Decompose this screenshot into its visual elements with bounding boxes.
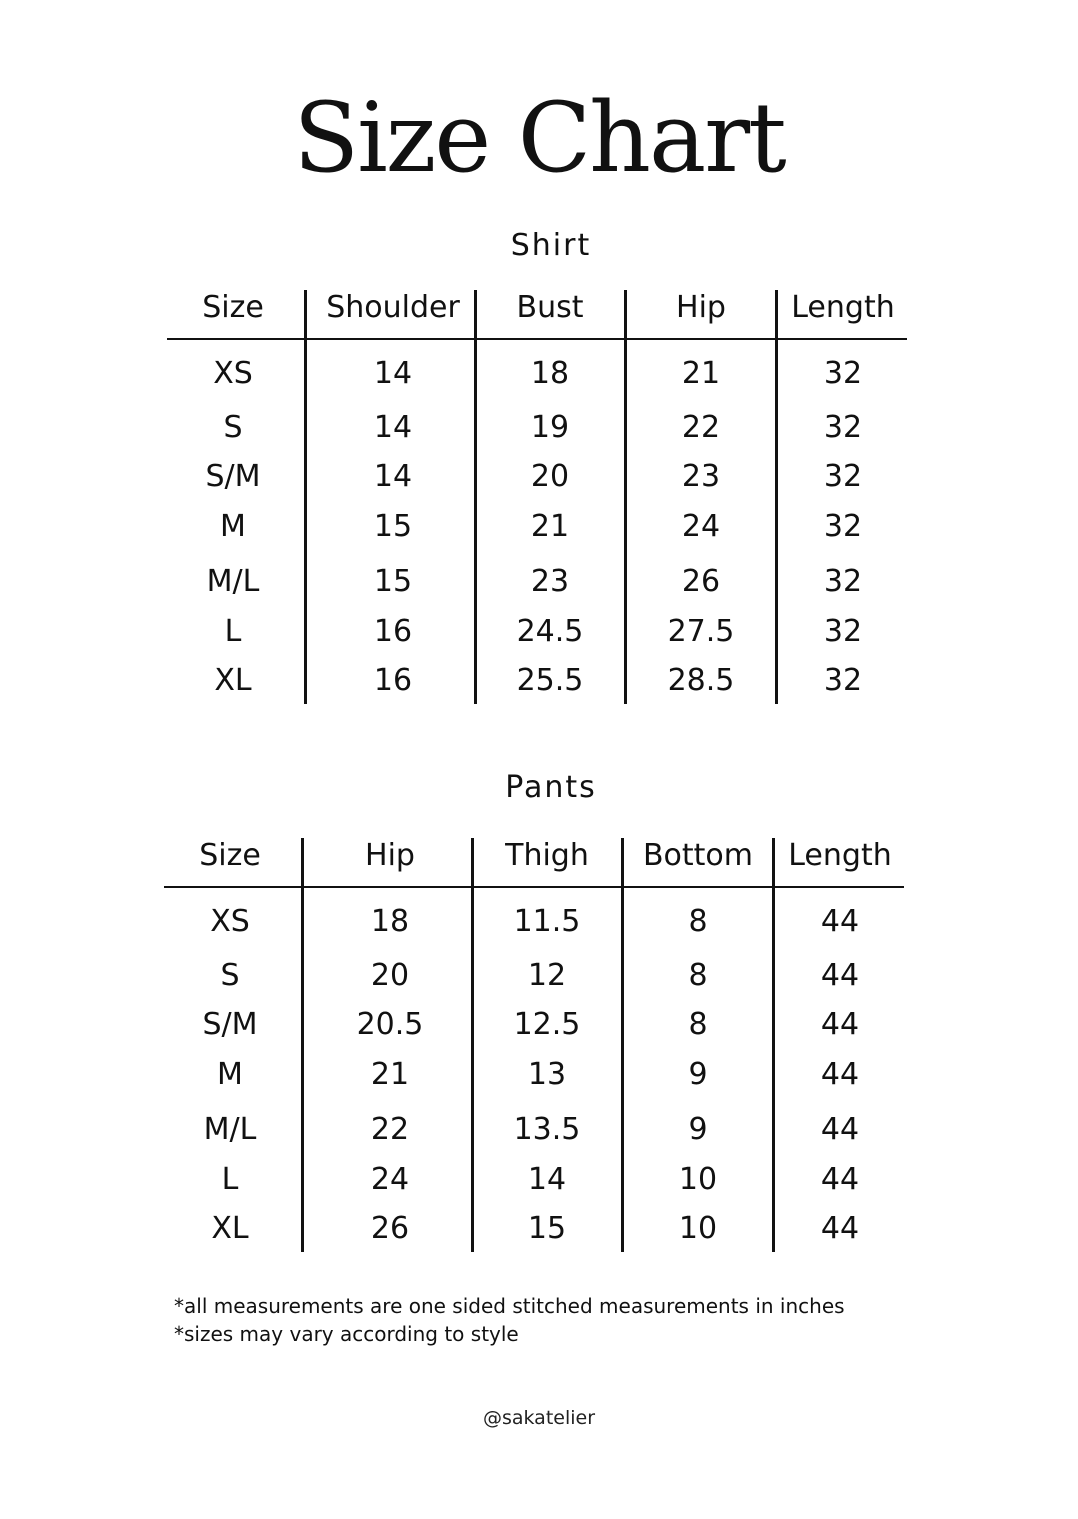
table-row bbox=[164, 1110, 904, 1150]
size-label-cell: XS bbox=[210, 904, 250, 939]
measurement-cell: 20 bbox=[530, 459, 570, 494]
measurement-cell: 14 bbox=[373, 459, 413, 494]
column-divider bbox=[621, 838, 624, 1252]
measurement-cell: 32 bbox=[823, 410, 863, 445]
measurement-cell: 14 bbox=[527, 1162, 567, 1197]
column-header: Bottom bbox=[642, 838, 754, 873]
measurement-cell: 32 bbox=[823, 614, 863, 649]
measurement-cell: 24.5 bbox=[516, 614, 584, 649]
measurement-cell: 32 bbox=[823, 663, 863, 698]
social-handle: @sakatelier bbox=[482, 1407, 596, 1429]
table-row bbox=[164, 902, 904, 942]
measurement-cell: 22 bbox=[681, 410, 721, 445]
measurement-cell: 27.5 bbox=[667, 614, 735, 649]
table-row bbox=[164, 956, 904, 996]
size-label-cell: M bbox=[220, 509, 246, 544]
size-label-cell: S/M bbox=[202, 1007, 258, 1042]
measurement-cell: 21 bbox=[681, 356, 721, 391]
pants-size-table bbox=[164, 830, 904, 1252]
size-label-cell: S bbox=[220, 958, 240, 993]
size-label-cell: M bbox=[217, 1057, 243, 1092]
measurement-cell: 28.5 bbox=[667, 663, 735, 698]
measurement-cell: 24 bbox=[370, 1162, 410, 1197]
table-row bbox=[167, 562, 907, 602]
measurement-cell: 44 bbox=[820, 1112, 860, 1147]
measurement-cell: 44 bbox=[820, 1162, 860, 1197]
measurement-cell: 15 bbox=[373, 564, 413, 599]
measurement-cell: 22 bbox=[370, 1112, 410, 1147]
measurement-cell: 32 bbox=[823, 459, 863, 494]
measurement-cell: 32 bbox=[823, 356, 863, 391]
table-row bbox=[167, 457, 907, 497]
measurement-cell: 24 bbox=[681, 509, 721, 544]
measurement-cell: 21 bbox=[530, 509, 570, 544]
column-divider bbox=[624, 290, 627, 704]
column-divider bbox=[775, 290, 778, 704]
measurement-cell: 20.5 bbox=[356, 1007, 424, 1042]
measurement-cell: 23 bbox=[681, 459, 721, 494]
size-label-cell: L bbox=[221, 1162, 239, 1197]
size-label-cell: M/L bbox=[206, 564, 260, 599]
measurement-cell: 44 bbox=[820, 1007, 860, 1042]
column-header: Thigh bbox=[505, 838, 589, 873]
measurement-cell: 12 bbox=[527, 958, 567, 993]
measurement-note: *all measurements are one sided stitched measurements in inches bbox=[174, 1294, 845, 1318]
measurement-cell: 23 bbox=[530, 564, 570, 599]
shirt-header-row bbox=[167, 282, 907, 340]
size-label-cell: L bbox=[224, 614, 242, 649]
style-variation-note: *sizes may vary according to style bbox=[174, 1322, 519, 1346]
size-label-cell: XL bbox=[214, 663, 252, 698]
measurement-cell: 44 bbox=[820, 1057, 860, 1092]
size-label-cell: XS bbox=[213, 356, 253, 391]
measurement-cell: 8 bbox=[688, 958, 708, 993]
measurement-cell: 11.5 bbox=[513, 904, 581, 939]
measurement-cell: 13.5 bbox=[513, 1112, 581, 1147]
table-row bbox=[167, 408, 907, 448]
column-header: Size bbox=[199, 838, 261, 873]
table-row bbox=[164, 1005, 904, 1045]
size-label-cell: M/L bbox=[203, 1112, 257, 1147]
table-row bbox=[167, 354, 907, 394]
measurement-cell: 14 bbox=[373, 356, 413, 391]
shirt-size-table bbox=[167, 282, 907, 704]
table-row bbox=[164, 1160, 904, 1200]
measurement-cell: 8 bbox=[688, 904, 708, 939]
column-header: Length bbox=[788, 838, 892, 873]
measurement-cell: 18 bbox=[370, 904, 410, 939]
size-label-cell: S/M bbox=[205, 459, 261, 494]
measurement-cell: 21 bbox=[370, 1057, 410, 1092]
column-divider bbox=[301, 838, 304, 1252]
column-header: Hip bbox=[365, 838, 415, 873]
measurement-cell: 20 bbox=[370, 958, 410, 993]
measurement-cell: 8 bbox=[688, 1007, 708, 1042]
table-row bbox=[167, 507, 907, 547]
table-row bbox=[164, 1055, 904, 1095]
measurement-cell: 16 bbox=[373, 614, 413, 649]
column-header: Bust bbox=[516, 290, 584, 325]
table-row bbox=[164, 1209, 904, 1249]
size-label-cell: S bbox=[223, 410, 243, 445]
column-header: Length bbox=[791, 290, 895, 325]
column-divider bbox=[304, 290, 307, 704]
measurement-cell: 13 bbox=[527, 1057, 567, 1092]
measurement-cell: 12.5 bbox=[513, 1007, 581, 1042]
measurement-cell: 15 bbox=[373, 509, 413, 544]
pants-header-row bbox=[164, 830, 904, 888]
measurement-cell: 25.5 bbox=[516, 663, 584, 698]
measurement-cell: 9 bbox=[688, 1057, 708, 1092]
table-row bbox=[167, 612, 907, 652]
column-divider bbox=[474, 290, 477, 704]
page-title: Size Chart bbox=[293, 82, 785, 194]
measurement-cell: 44 bbox=[820, 1211, 860, 1246]
measurement-cell: 44 bbox=[820, 904, 860, 939]
measurement-cell: 19 bbox=[530, 410, 570, 445]
table-row bbox=[167, 661, 907, 701]
column-header: Hip bbox=[676, 290, 726, 325]
column-header: Shoulder bbox=[326, 290, 460, 325]
measurement-cell: 14 bbox=[373, 410, 413, 445]
measurement-cell: 16 bbox=[373, 663, 413, 698]
measurement-cell: 32 bbox=[823, 509, 863, 544]
measurement-cell: 10 bbox=[678, 1162, 718, 1197]
measurement-cell: 26 bbox=[681, 564, 721, 599]
measurement-cell: 15 bbox=[527, 1211, 567, 1246]
measurement-cell: 9 bbox=[688, 1112, 708, 1147]
measurement-cell: 10 bbox=[678, 1211, 718, 1246]
pants-section-title: Pants bbox=[505, 770, 597, 805]
measurement-cell: 18 bbox=[530, 356, 570, 391]
measurement-cell: 32 bbox=[823, 564, 863, 599]
measurement-cell: 44 bbox=[820, 958, 860, 993]
column-divider bbox=[772, 838, 775, 1252]
size-label-cell: XL bbox=[211, 1211, 249, 1246]
shirt-section-title: Shirt bbox=[510, 228, 592, 263]
measurement-cell: 26 bbox=[370, 1211, 410, 1246]
column-header: Size bbox=[202, 290, 264, 325]
column-divider bbox=[471, 838, 474, 1252]
